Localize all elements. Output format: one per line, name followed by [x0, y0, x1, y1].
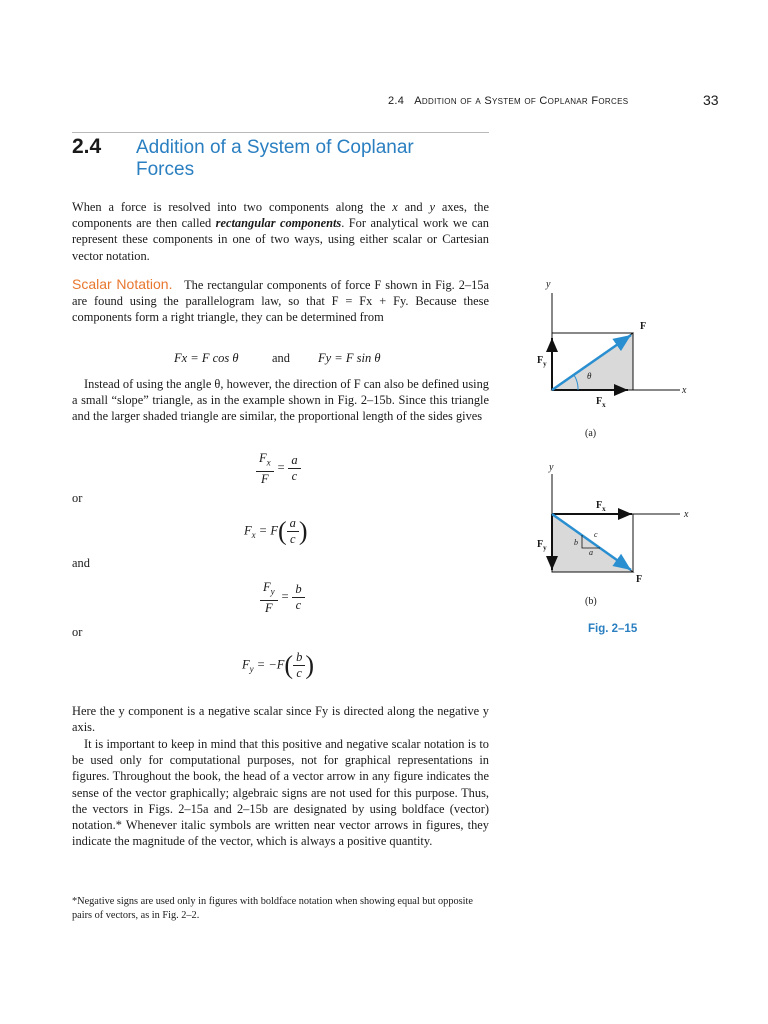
fig-a-fx-label: $F_x$ [596, 396, 606, 409]
fig-b-f-label: F [636, 574, 643, 585]
section-title [136, 137, 476, 181]
intro-text-4: . For analytical work we can represent these components in one of two ways, using either scalar or Cartesian vector notation. [72, 216, 490, 263]
figure-caption: Fig. 2–15 [588, 623, 638, 635]
running-section-number: 2.4 [388, 95, 405, 107]
or-2: or [72, 625, 83, 639]
section-title-line2: Forces [136, 159, 195, 180]
scalar-paragraph [72, 276, 489, 326]
fig-a-caption: (a) [585, 428, 597, 439]
figure-2-15a [520, 278, 700, 428]
intro-x: x [392, 200, 398, 214]
fig-b-a-label: a [589, 548, 593, 557]
equation-fx: Fx = F cos θ [174, 351, 239, 365]
ratio-equation-3: $\frac{F_y}{F}$ = $\frac{b}{c}$ [260, 580, 305, 616]
notation-paragraph [72, 736, 489, 849]
negative-p3: Here the y component is a negative scalar since Fy is directed along the negative y axis. [72, 704, 489, 735]
slope-p2: Instead of using the angle θ, however, the direction of F can also be defined using a small “slope” triangle, as in the example shown in Fig. 2–15b. Since this triangle and the larger shaded triangle are similar, the proportional length of the sides gives [72, 377, 489, 424]
fig-b-caption: (b) [585, 596, 597, 607]
equation-fy: Fy = F sin θ [318, 351, 381, 365]
equation-and: and [272, 351, 290, 365]
intro-term: rectangular components [215, 216, 342, 231]
scalar-heading: Scalar Notation. [72, 276, 173, 292]
ratio-equation-4: $F_y = -F$( $\frac{b}{c}$ ) [242, 650, 314, 680]
or-1: or [72, 491, 83, 505]
negative-paragraph [72, 703, 489, 735]
intro-paragraph [72, 199, 489, 264]
intro-y: y [429, 200, 435, 214]
ratio-equation-2: $F_x = F$( $\frac{a}{c}$ ) [244, 516, 308, 546]
section-number: 2.4 [72, 135, 102, 158]
slope-paragraph [72, 376, 489, 425]
notation-p4: It is important to keep in mind that this positive and negative scalar notation is to be used only for computational purposes, not for graphical representations in figures. Throughout the book, the head of a vector arrow in any figure indicates the sense of the vector graphically; algebraic signs are not used for this purpose. Thus, the vectors in Figs. 2–15a and 2–15b are designated by using boldface (vector) notation.* Whenever italic symbols are written near vector arrows in figures, they indicate the magnitude of the vector, which is always a positive quantity. [72, 737, 489, 849]
running-header [388, 95, 628, 107]
footnote: *Negative signs are used only in figures with boldface notation when showing equal but opposite pairs of vectors, as in Fig. 2–2. [72, 896, 473, 921]
running-title: Addition of a System of Coplanar Forces [414, 95, 629, 107]
fig-a-theta-label: θ [587, 371, 592, 381]
page-number: 33 [703, 92, 719, 108]
fig-a-y-label: y [546, 279, 551, 290]
intro-text-1: When a force is resolved into two components along the [72, 200, 393, 214]
section-title-line1: Addition of a System of Coplanar [136, 137, 414, 158]
fig-b-c-label: c [594, 530, 598, 539]
fig-b-fx-label: $F_x$ [596, 500, 606, 513]
figure-2-15b [520, 462, 700, 592]
fig-b-y-label: y [549, 462, 554, 473]
section-rule [72, 132, 489, 133]
fig-a-x-label: x [682, 385, 687, 396]
intro-text-2: and [397, 200, 430, 214]
scalar-p1: The rectangular components of force F shown in Fig. 2–15a are found using the parallelogram law, so that F = Fx + Fy. Because these components form a right triangle, they can be determined from [72, 278, 489, 325]
ratio-equation-1: $\frac{F_x}{F}$ = $\frac{a}{c}$ [256, 451, 301, 487]
fig-b-fy-label: $F_y$ [537, 539, 547, 552]
and-2: and [72, 556, 90, 570]
fig-b-x-label: x [684, 509, 689, 520]
intro-text-3: axes, the components are then called [72, 200, 489, 231]
fig-a-f-label: F [640, 321, 647, 332]
fig-a-fy-label: $F_y$ [537, 355, 547, 368]
fig-b-b-label: b [574, 538, 578, 547]
